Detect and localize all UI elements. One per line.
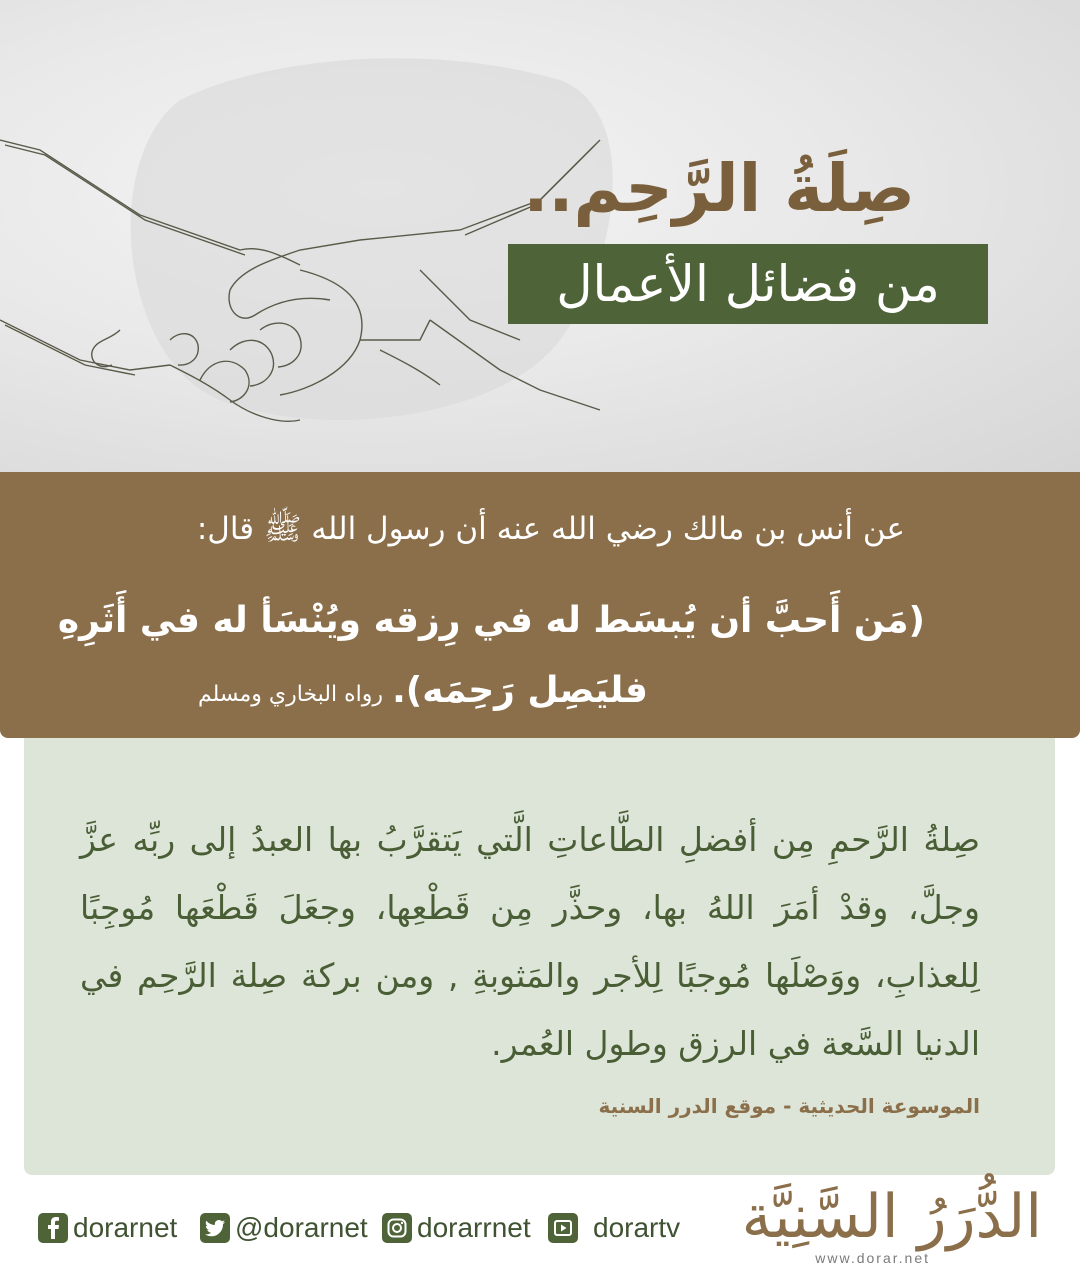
facebook-icon — [38, 1213, 68, 1243]
site-url[interactable]: www.dorar.net — [815, 1250, 930, 1266]
page-title: صِلَةُ الرَّحِم.. — [523, 150, 915, 227]
source-credit: الموسوعة الحديثية - موقع الدرر السنية — [598, 1094, 980, 1118]
hadith-intro: عن أنس بن مالك رضي الله عنه أن رسول الله ﷺ قال: — [196, 511, 905, 547]
subtitle-text: من فضائل الأعمال — [556, 255, 940, 313]
youtube-icon — [548, 1213, 578, 1243]
instagram-handle: dorarrnet — [417, 1212, 531, 1243]
youtube-link[interactable] — [548, 1211, 680, 1245]
instagram-link[interactable] — [382, 1211, 531, 1245]
hadith-source: رواه البخاري ومسلم — [197, 682, 383, 707]
explanation-text: صِلةُ الرَّحمِ مِن أفضلِ الطَّاعاتِ الَّتي يَتقرَّبُ بها العبدُ إلى ربِّه عزَّ وجلَّ، وقدْ أمَرَ اللهُ بها، وحذَّر مِن قَطْعِها، وجعَلَ قَطْعَها مُوجِبًا لِلعذابِ، ووَصْلَها مُوجبًا لِلأجر والمَثوبةِ , ومن بركة صِلة الرَّحِم في الدنيا السَّعة في الرزق وطول العُمر. — [80, 820, 980, 1063]
twitter-icon — [200, 1213, 230, 1243]
facebook-link[interactable] — [38, 1211, 177, 1245]
hadith-text-line2: فليَصِل رَحِمَه). — [392, 670, 648, 711]
hero-banner — [0, 0, 1080, 472]
facebook-handle: dorarnet — [73, 1212, 178, 1243]
subtitle-banner — [508, 244, 988, 324]
explanation-panel — [24, 738, 1055, 1175]
hadith-section — [0, 472, 1080, 738]
twitter-link[interactable] — [200, 1211, 368, 1245]
site-logo[interactable]: الدُّرَرُ السَّنِيَّة — [741, 1182, 1042, 1252]
twitter-handle: @dorarnet — [235, 1212, 368, 1243]
youtube-handle: dorartv — [593, 1212, 681, 1243]
instagram-icon — [382, 1213, 412, 1243]
hadith-text-line1: (مَن أَحبَّ أن يُبسَط له في رِزقه ويُنْسَأ له في أَثَرِهِ — [57, 600, 925, 641]
